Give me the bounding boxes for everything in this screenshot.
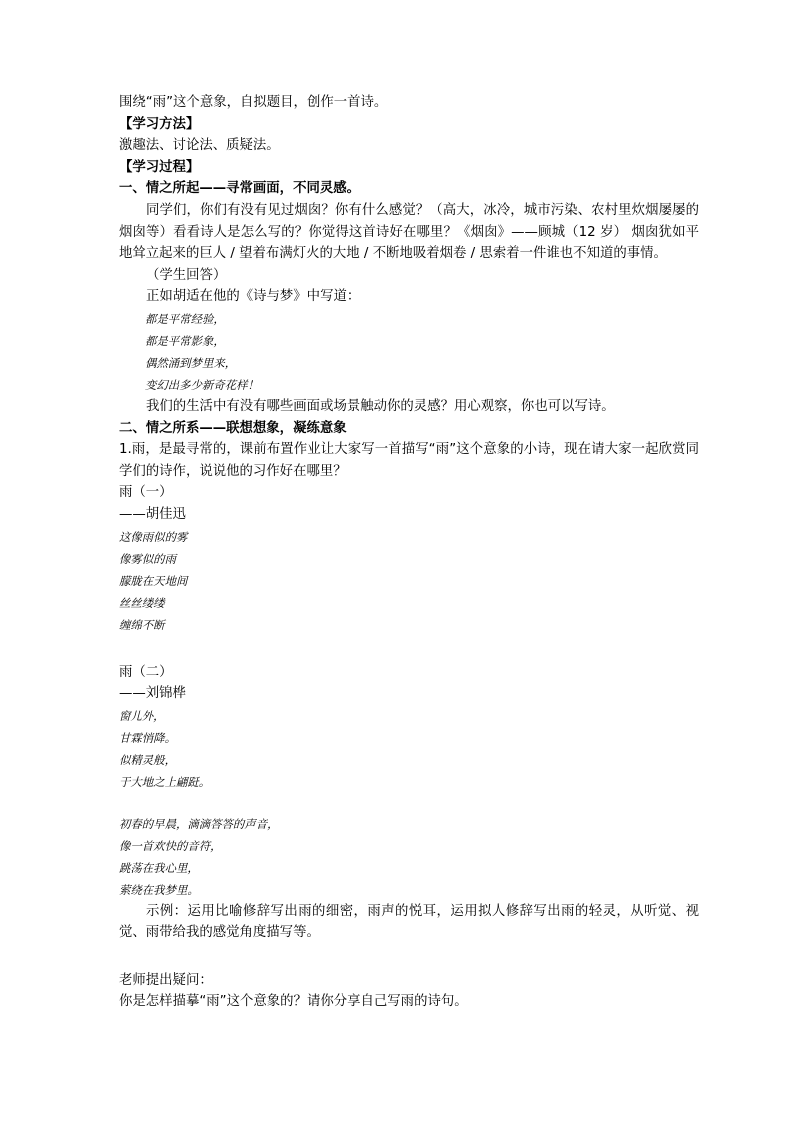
poem-line: 都是平常经验， — [145, 311, 225, 326]
poem-line: 都是平常影象， — [145, 333, 225, 348]
teacher-label: 老师提出疑问： — [119, 972, 213, 988]
poem2-author: ——刘锦桦 — [119, 686, 186, 702]
method-heading: 【学习方法】 — [119, 116, 200, 132]
poem-line: 像一首欢快的音符， — [119, 838, 222, 853]
poem1-author: ——胡佳迅 — [119, 506, 186, 522]
poem1-title: 雨（一） — [119, 485, 173, 501]
poem-line: 偶然涌到梦里来， — [145, 355, 237, 370]
document-page — [119, 92, 699, 1013]
method-text: 激趣法、讨论法、质疑法。 — [119, 138, 280, 154]
section2-heading: 二、情之所系——联想想象，凝练意象 — [119, 420, 347, 436]
poem-line: 朦胧在天地间 — [119, 573, 188, 588]
poem-line: 初春的早晨，滴滴答答的声音， — [119, 816, 279, 831]
section2-item1: 1.雨，是最寻常的，课前布置作业让大家写一首描写“雨”这个意象的小诗，现在请大家一起欣赏同学们的诗作，说说他的习作好在哪里？ — [119, 442, 699, 479]
section1-heading: 一、情之所起——寻常画面，不同灵感。 — [119, 181, 361, 197]
intro-line: 围绕“雨”这个意象，自拟题目，创作一首诗。 — [119, 95, 388, 110]
poem1-body — [119, 526, 699, 636]
poem-line: 变幻出多少新奇花样！ — [145, 377, 259, 392]
poem-line: 萦绕在我梦里。 — [119, 882, 199, 897]
example-text: 示例：运用比喻修辞写出雨的细密，雨声的悦耳，运用拟人修辞写出雨的轻灵，从听觉、视觉、雨带给我的感觉角度描写等。 — [119, 903, 699, 941]
poem-line: 缠绵不断 — [119, 617, 165, 632]
poem-line: 跳荡在我心里， — [119, 860, 199, 875]
poem-line: 丝丝缕缕 — [119, 595, 165, 610]
poem-line: 窗儿外， — [119, 708, 165, 723]
poem-line: 似精灵般， — [119, 752, 176, 767]
spacer — [119, 944, 699, 970]
section1-paragraph: 同学们，你们有没有见过烟囱？你有什么感觉？（高大，冰冷，城市污染、农村里炊烟屡屡的烟囱等）看看诗人是怎么写的？你觉得这首诗好在哪里？《烟囱》——顾城（12 岁） 烟囱犹如平地耸立起来的巨人 / 望着布满灯火的大地 / 不断地吸着烟卷 / 思索着一件谁也不知道的事情。 — [119, 202, 699, 262]
poem-line: 像雾似的雨 — [119, 551, 176, 566]
poem-line: 于大地之上翩跹。 — [119, 774, 211, 789]
hushi-poem — [119, 308, 699, 396]
poem-line: 甘霖悄降。 — [119, 730, 176, 745]
poem-line: 这像雨似的雾 — [119, 529, 188, 544]
poem2-title: 雨（二） — [119, 664, 173, 680]
section1-closing: 我们的生活中有没有哪些画面或场景触动你的灵感？用心观察，你也可以写诗。 — [146, 398, 615, 414]
spacer — [119, 636, 699, 662]
poem2-stanza1 — [119, 705, 699, 793]
student-answer: （学生回答） — [146, 267, 227, 283]
teacher-question: 你是怎样描摹“雨”这个意象的？请你分享自己写雨的诗句。 — [119, 994, 468, 1010]
poem2-stanza2 — [119, 813, 699, 901]
spacer — [119, 793, 699, 813]
process-heading: 【学习过程】 — [119, 159, 200, 175]
hushi-intro: 正如胡适在他的《诗与梦》中写道： — [146, 289, 361, 305]
